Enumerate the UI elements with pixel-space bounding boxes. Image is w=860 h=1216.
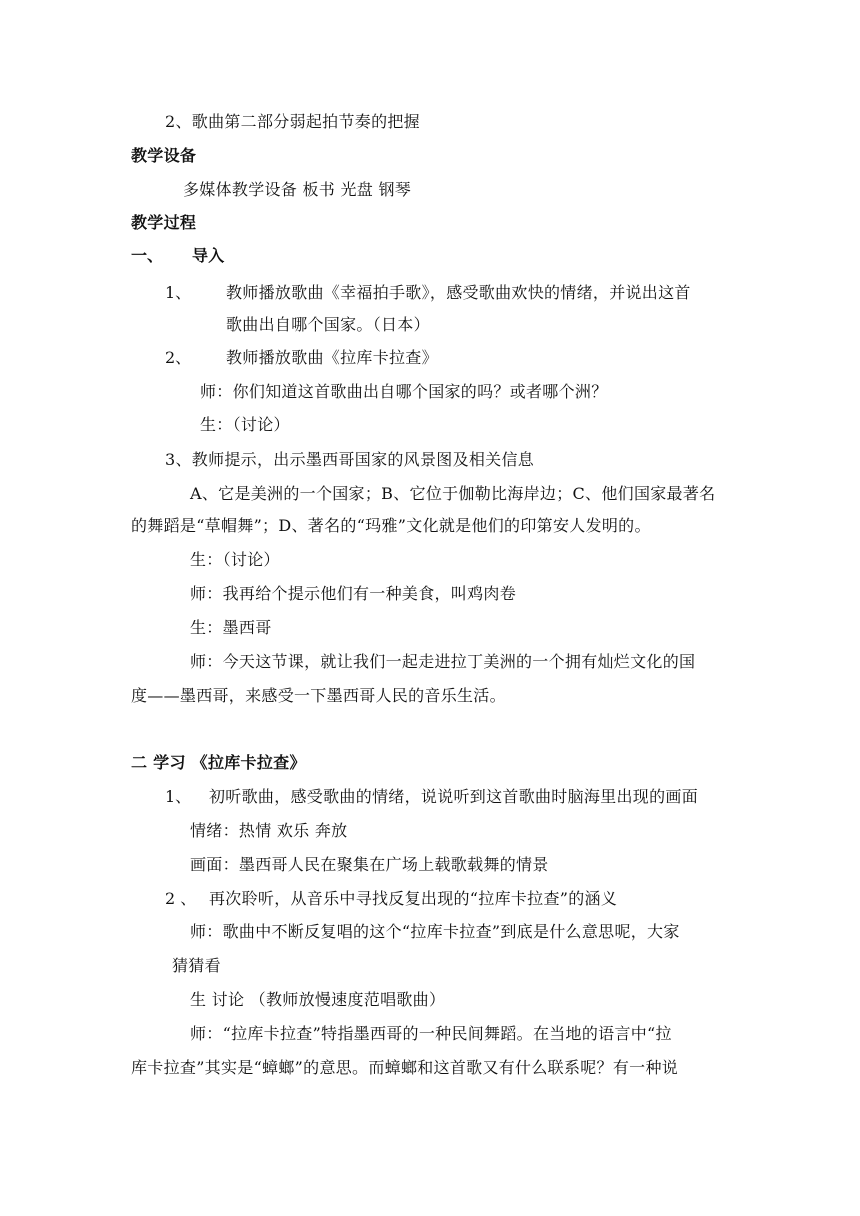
text-line: 3、教师提示，出示墨西哥国家的风景图及相关信息 bbox=[165, 450, 535, 469]
list-number: 2、 bbox=[165, 348, 192, 367]
list-number: 2 、 bbox=[165, 889, 197, 908]
text-line: A、它是美洲的一个国家；B、它位于伽勒比海岸边；C、他们国家最著名 bbox=[190, 484, 716, 503]
text-line: 师：你们知道这首歌曲出自哪个国家的吗？或者哪个洲？ bbox=[200, 382, 608, 401]
text-line: 生：（讨论） bbox=[190, 550, 280, 569]
list-number: 1、 bbox=[165, 283, 192, 302]
text-line: 库卡拉查”其实是“蟑螂”的意思。而蟑螂和这首歌又有什么联系呢？有一种说 bbox=[131, 1058, 679, 1077]
text-line: 师：“拉库卡拉查”特指墨西哥的一种民间舞蹈。在当地的语言中“拉 bbox=[190, 1024, 672, 1043]
text-line: 师：歌曲中不断反复唱的这个“拉库卡拉查”到底是什么意思呢，大家 bbox=[190, 922, 680, 941]
list-number: 1、 bbox=[165, 787, 192, 806]
heading-process: 教学过程 bbox=[131, 213, 197, 232]
section-title: 导入 bbox=[192, 246, 225, 265]
text-line: 猜猜看 bbox=[172, 956, 221, 975]
text-line: 生：墨西哥 bbox=[190, 618, 272, 637]
text-line: 情绪：热情 欢乐 奔放 bbox=[190, 821, 348, 840]
list-item-text: 再次聆听，从音乐中寻找反复出现的“拉库卡拉查”的涵义 bbox=[209, 889, 618, 908]
text-line: 画面：墨西哥人民在聚集在广场上载歌载舞的情景 bbox=[190, 855, 549, 874]
list-item-text: 教师播放歌曲《幸福拍手歌》，感受歌曲欢快的情绪，并说出这首 bbox=[226, 283, 691, 302]
text-line: 多媒体教学设备 板书 光盘 钢琴 bbox=[183, 180, 412, 199]
text-line: 度——墨西哥，来感受一下墨西哥人民的音乐生活。 bbox=[131, 686, 506, 705]
section-number: 一、 bbox=[131, 246, 164, 265]
section-title: 二 学习 《拉库卡拉查》 bbox=[131, 753, 306, 772]
list-item-text: 教师播放歌曲《拉库卡拉查》 bbox=[226, 348, 438, 367]
text-line: 的舞蹈是“草帽舞”；D、著名的“玛雅”文化就是他们的印第安人发明的。 bbox=[131, 516, 651, 535]
text-line: 2、歌曲第二部分弱起拍节奏的把握 bbox=[165, 112, 420, 131]
heading-equipment: 教学设备 bbox=[131, 146, 197, 165]
text-line: 生 讨论 （教师放慢速度范唱歌曲） bbox=[190, 990, 446, 1009]
text-line: 生：（讨论） bbox=[200, 415, 290, 434]
text-line: 师：今天这节课，就让我们一起走进拉丁美洲的一个拥有灿烂文化的国 bbox=[190, 652, 696, 671]
list-item-text: 初听歌曲，感受歌曲的情绪，说说听到这首歌曲时脑海里出现的画面 bbox=[209, 787, 699, 806]
text-line: 师：我再给个提示他们有一种美食，叫鸡肉卷 bbox=[190, 584, 517, 603]
list-item-text: 歌曲出自哪个国家。（日本） bbox=[226, 315, 430, 334]
